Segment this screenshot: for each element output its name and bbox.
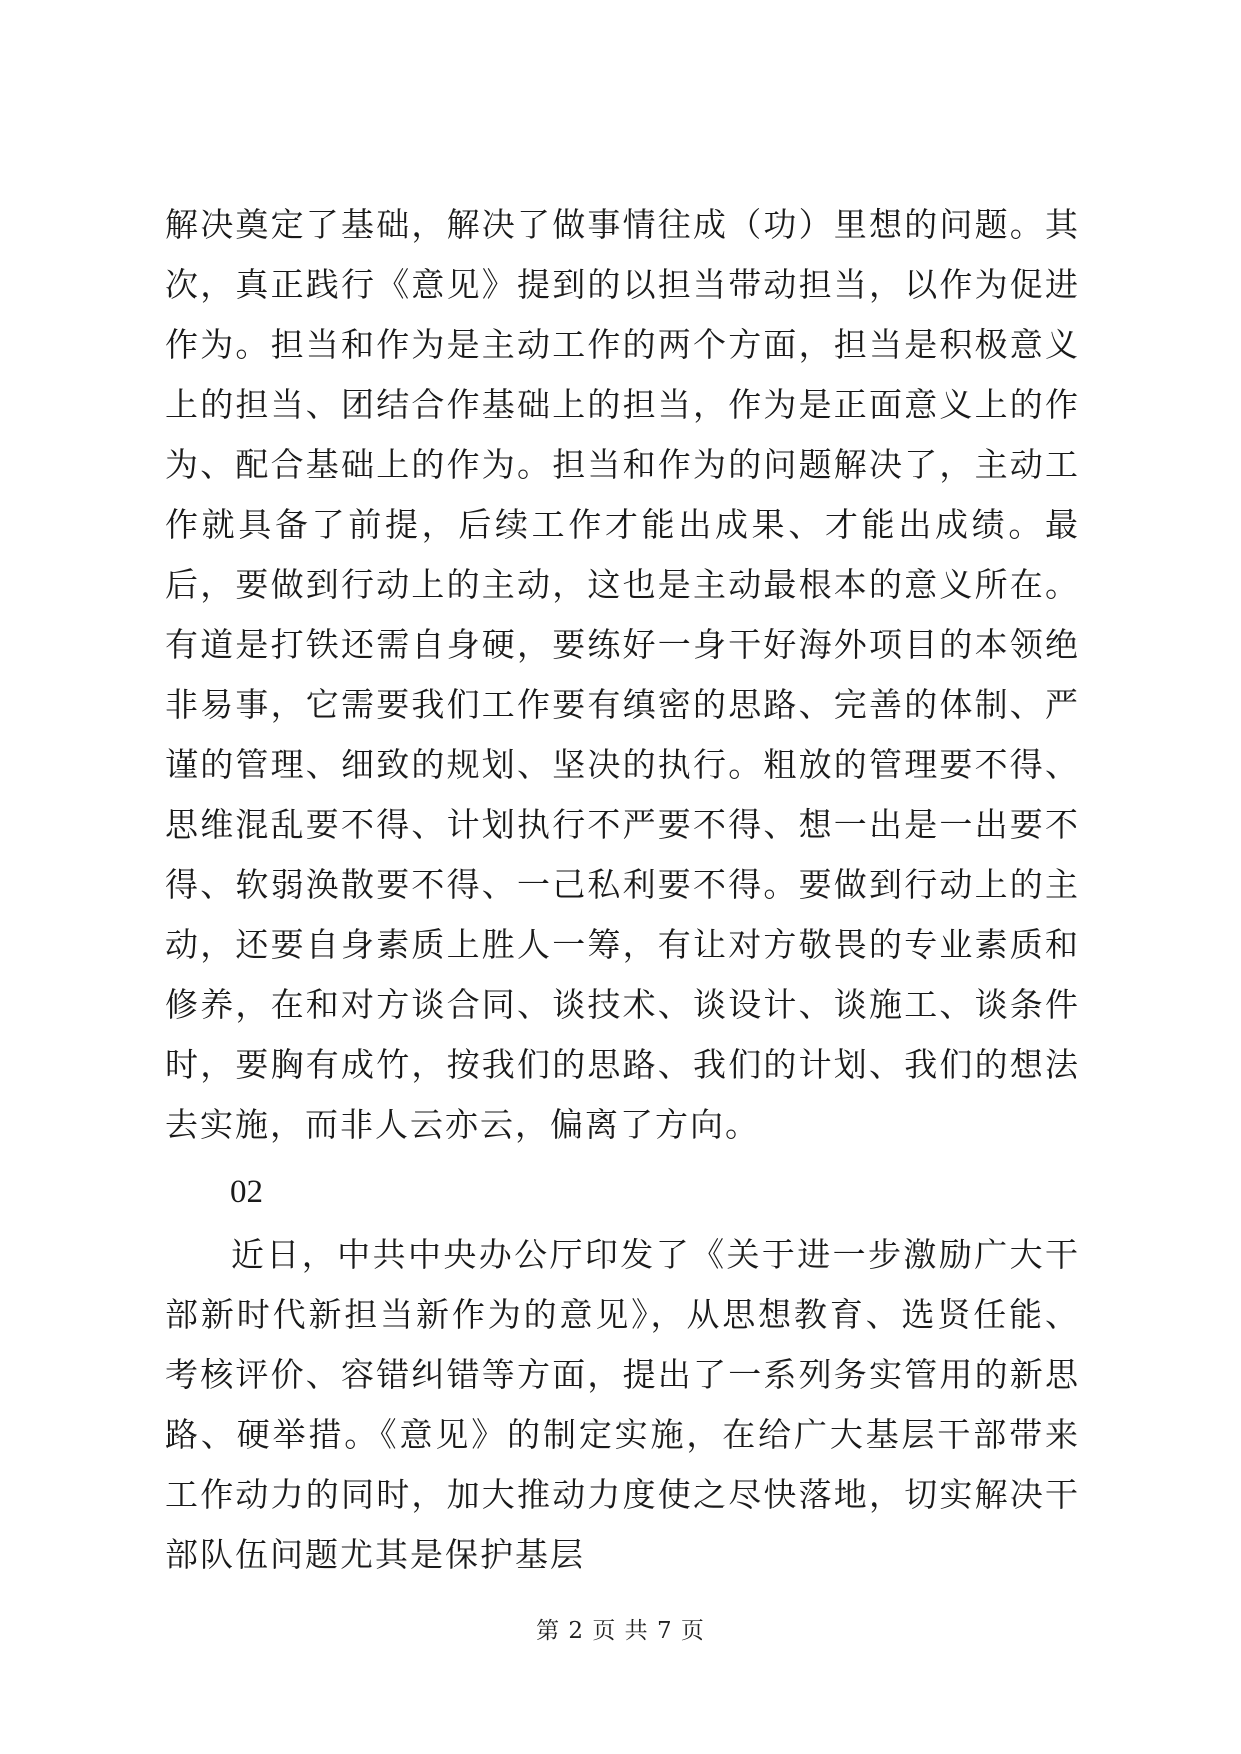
page-number-footer: 第 2 页 共 7 页: [536, 1618, 705, 1644]
section-number: 02: [230, 1174, 263, 1210]
body-paragraph-continued: 解决奠定了基础，解决了做事情往成（功）里想的问题。其次，真正践行《意见》提到的以担当带动担当，以作为促进作为。担当和作为是主动工作的两个方面，担当是积极意义上的担当、团结合作基础上的担当，作为是正面意义上的作为、配合基础上的作为。担当和作为的问题解决了，主动工作就具备了前提，后续工作才能出成果、才能出成绩。最后，要做到行动上的主动，这也是主动最根本的意义所在。有道是打铁还需自身硬，要练好一身干好海外项目的本领绝非易事，它需要我们工作要有缜密的思路、完善的体制、严谨的管理、细致的规划、坚决的执行。粗放的管理要不得、思维混乱要不得、计划执行不严要不得、想一出是一出要不得、软弱涣散要不得、一己私利要不得。要做到行动上的主动，还要自身素质上胜人一筹，有让对方敬畏的专业素质和修养，在和对方谈合同、谈技术、谈设计、谈施工、谈条件时，要胸有成竹，按我们的思路、我们的计划、我们的想法去实施，而非人云亦云，偏离了方向。: [165, 205, 1080, 1144]
body-paragraph: 近日，中共中央办公厅印发了《关于进一步激励广大干部新时代新担当新作为的意见》，从思想教育、选贤任能、考核评价、容错纠错等方面，提出了一系列务实管用的新思路、硬举措。《意见》的制定实施，在给广大基层干部带来工作动力的同时，加大推动力度使之尽快落地，切实解决干部队伍问题尤其是保护基层: [165, 1235, 1080, 1574]
